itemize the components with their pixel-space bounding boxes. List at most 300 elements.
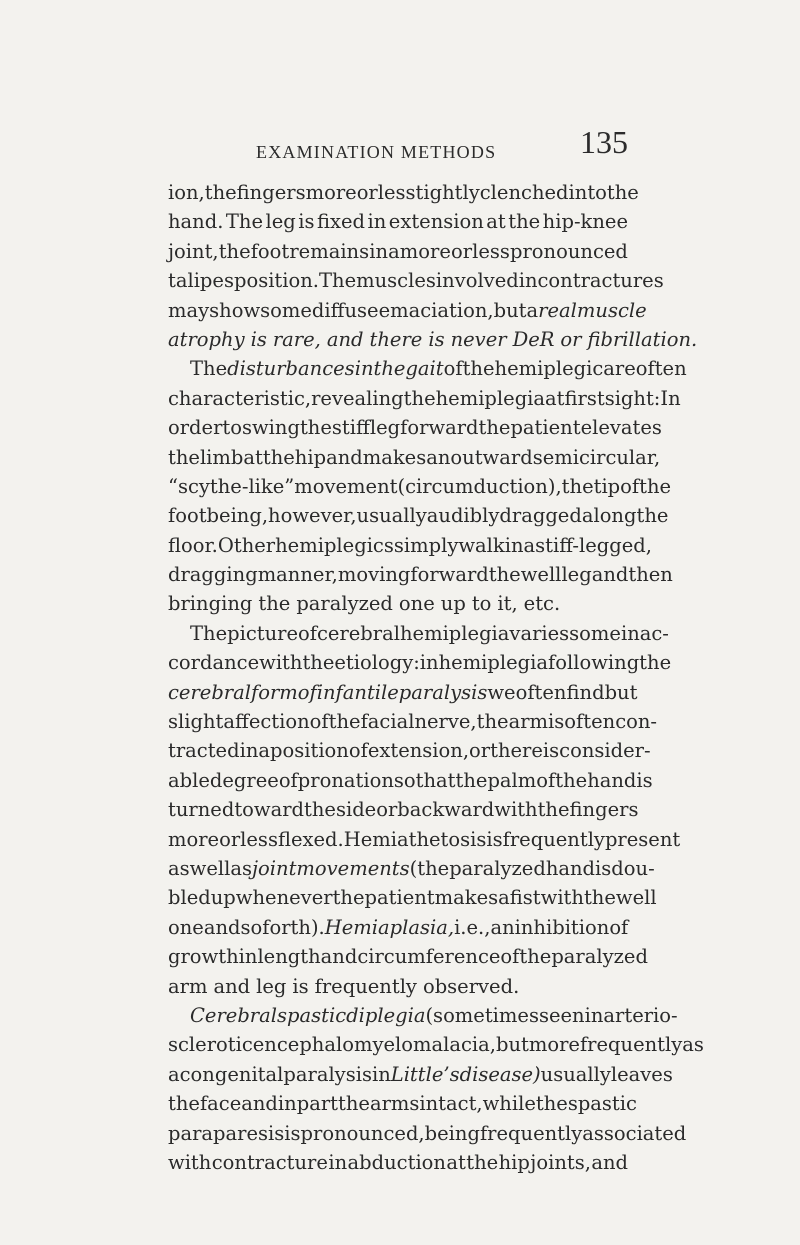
- word: degree: [209, 768, 279, 792]
- word: turned: [168, 798, 235, 822]
- text-line: [168, 795, 639, 824]
- text-line: [168, 1030, 704, 1059]
- word: the: [338, 1092, 370, 1116]
- word: slight: [168, 710, 224, 734]
- word: one: [168, 915, 204, 939]
- running-head: EXAMINATION METHODS: [256, 142, 497, 162]
- word: movements: [296, 856, 410, 880]
- word: disturbances: [227, 357, 355, 381]
- word: a: [498, 886, 510, 910]
- word: con-: [615, 710, 657, 734]
- word: elevates: [580, 416, 662, 440]
- text-line: [168, 237, 628, 266]
- word: in: [504, 533, 524, 557]
- text-line: [168, 707, 657, 736]
- word: fixed: [317, 210, 366, 234]
- word: usually: [356, 504, 427, 528]
- word: inhibition: [514, 915, 610, 939]
- word: leg: [369, 416, 401, 440]
- word: a: [523, 533, 536, 557]
- word: hemiplegia: [399, 621, 510, 645]
- word: the: [204, 181, 237, 204]
- word: the: [636, 504, 669, 528]
- text-line: [168, 384, 681, 413]
- word: as: [168, 856, 190, 880]
- text-line: [168, 443, 661, 472]
- word: well: [520, 563, 562, 587]
- text-line: [168, 560, 673, 589]
- text-line: [168, 207, 628, 236]
- word: paralysis: [398, 680, 488, 704]
- word: is: [548, 710, 565, 734]
- word: and: [213, 974, 251, 998]
- body-text: [168, 178, 704, 1177]
- word: that: [415, 768, 456, 792]
- word: face: [199, 1092, 242, 1116]
- word: present: [604, 827, 681, 851]
- word: the: [606, 181, 639, 204]
- word: swing: [241, 416, 300, 440]
- word: more: [305, 181, 357, 204]
- word: in: [277, 1092, 297, 1116]
- word: dragged: [499, 504, 582, 528]
- word: or: [450, 239, 473, 263]
- word: in: [328, 1150, 348, 1174]
- word: real: [538, 298, 577, 322]
- word: some: [260, 298, 312, 322]
- word: etc.: [523, 592, 561, 616]
- word: audibly: [426, 504, 500, 528]
- word: toward: [234, 798, 305, 822]
- word: limb: [199, 445, 244, 469]
- word: often: [515, 680, 567, 704]
- text-line: [168, 589, 628, 618]
- word: so: [393, 768, 416, 792]
- word: to: [471, 592, 492, 616]
- text-line: [168, 296, 647, 325]
- word: in: [239, 739, 259, 763]
- word: at: [486, 210, 506, 234]
- word: talipes: [168, 269, 234, 293]
- word: fibrillation.: [587, 327, 698, 351]
- word: diffuse: [311, 298, 379, 322]
- word: with: [168, 1150, 212, 1174]
- word: stiff: [331, 416, 370, 440]
- word: joint: [252, 856, 297, 880]
- word: patient: [364, 886, 435, 910]
- word: frequently: [314, 974, 417, 998]
- word: hip: [498, 1150, 530, 1174]
- word: of: [298, 621, 317, 645]
- word: pronounced,: [300, 1121, 425, 1145]
- text-line: [168, 972, 628, 1001]
- word: rare,: [272, 327, 321, 351]
- word: makes: [362, 445, 427, 469]
- word: pronounced: [509, 239, 628, 263]
- word: along: [581, 504, 637, 528]
- word: (sometimes: [425, 1003, 539, 1027]
- word: the: [168, 445, 200, 469]
- word: an: [490, 915, 515, 939]
- word: nerve,: [414, 710, 477, 734]
- word: movement: [294, 474, 398, 498]
- word: one: [398, 592, 435, 616]
- word: or: [376, 798, 398, 822]
- word: often: [635, 357, 687, 381]
- word: so: [240, 915, 263, 939]
- word: there: [369, 327, 423, 351]
- word: abduction: [347, 1150, 446, 1174]
- word: being,: [206, 504, 269, 528]
- word: ac-: [639, 621, 669, 645]
- word: stiff-legged,: [535, 533, 652, 557]
- word: often: [564, 710, 616, 734]
- word: infantile: [316, 680, 399, 704]
- word: and: [320, 945, 358, 969]
- word: the: [462, 357, 495, 381]
- word: consider-: [559, 739, 651, 763]
- text-line: [168, 1001, 678, 1030]
- word: side: [335, 798, 377, 822]
- word: are: [603, 357, 636, 381]
- word: walk: [458, 533, 505, 557]
- word: with: [540, 886, 584, 910]
- word: encephalomyelomalacia,: [252, 1033, 496, 1057]
- word: hand: [545, 856, 596, 880]
- text-line: [168, 1089, 637, 1118]
- word: intact,: [419, 1092, 483, 1116]
- word: and: [326, 327, 364, 351]
- text-line: [168, 825, 681, 854]
- word: the: [537, 798, 570, 822]
- word: the: [478, 416, 511, 440]
- word: of: [348, 739, 368, 763]
- word: The: [319, 269, 357, 293]
- word: the: [332, 886, 365, 910]
- word: with: [494, 798, 538, 822]
- text-line: [168, 854, 655, 883]
- word: hand: [587, 768, 637, 792]
- word: is: [292, 974, 309, 998]
- text-line: [168, 1119, 687, 1148]
- word: up: [440, 592, 466, 616]
- word: of: [297, 680, 317, 704]
- word: the: [455, 768, 488, 792]
- word: or: [219, 827, 241, 851]
- word: the: [299, 416, 332, 440]
- word: and: [203, 915, 241, 939]
- word: a: [388, 239, 400, 263]
- word: contracture: [211, 1150, 328, 1174]
- word: emaciation,: [378, 298, 494, 322]
- word: forward: [410, 563, 489, 587]
- word: following: [548, 651, 640, 675]
- word: less: [240, 827, 278, 851]
- word: length: [257, 945, 321, 969]
- word: muscle: [576, 298, 647, 322]
- word: is: [595, 856, 612, 880]
- word: while: [482, 1092, 536, 1116]
- word: Cerebral: [190, 1003, 277, 1027]
- word: find: [566, 680, 605, 704]
- text-line: [168, 883, 657, 912]
- word: Hemiathetosis: [343, 827, 487, 851]
- word: cerebral: [316, 621, 400, 645]
- word: the: [304, 798, 336, 822]
- word: the: [258, 592, 291, 616]
- word: the: [555, 768, 588, 792]
- text-line: [168, 472, 672, 501]
- word: arterio-: [603, 1003, 678, 1027]
- word: we: [487, 680, 516, 704]
- word: show: [209, 298, 261, 322]
- word: order: [168, 416, 223, 440]
- word: it,: [497, 592, 518, 616]
- word: clenched: [479, 181, 569, 204]
- word: is: [636, 768, 653, 792]
- word: at: [243, 445, 263, 469]
- word: Hemiaplasia,: [324, 915, 455, 939]
- word: The: [190, 621, 228, 645]
- word: Little’s: [390, 1062, 460, 1086]
- word: circumference: [357, 945, 501, 969]
- word: fingers: [236, 181, 306, 204]
- word: is: [428, 327, 445, 351]
- word: foot: [168, 504, 207, 528]
- text-line: [168, 501, 669, 530]
- word: and: [241, 1092, 278, 1116]
- word: spastic: [277, 1003, 347, 1027]
- word: moving: [337, 563, 411, 587]
- word: less: [472, 239, 510, 263]
- word: arm: [168, 974, 208, 998]
- word: flexed.: [277, 827, 344, 851]
- word: paralyzed: [551, 945, 648, 969]
- word: position.: [233, 269, 320, 293]
- word: DeR: [512, 327, 555, 351]
- text-line: [168, 766, 653, 795]
- word: of: [620, 474, 640, 498]
- word: an: [426, 445, 451, 469]
- word: the: [218, 239, 251, 263]
- word: the: [508, 210, 541, 234]
- word: ion,: [168, 181, 205, 204]
- text-line: [168, 325, 698, 354]
- word: floor.: [168, 533, 218, 557]
- word: but: [604, 680, 638, 704]
- word: forth).: [262, 915, 325, 939]
- word: foot: [250, 239, 290, 263]
- word: in: [518, 269, 538, 293]
- word: The: [225, 210, 264, 234]
- word: congenital: [179, 1062, 284, 1086]
- word: “scythe-like”: [168, 474, 295, 498]
- word: tip: [593, 474, 621, 498]
- word: frequently: [502, 827, 605, 851]
- word: well: [189, 856, 231, 880]
- word: however,: [268, 504, 357, 528]
- word: with: [259, 651, 303, 675]
- word: the: [476, 710, 509, 734]
- word: at: [545, 386, 565, 410]
- word: etiology:: [334, 651, 420, 675]
- text-line: [168, 1148, 628, 1177]
- word: manner,: [257, 563, 338, 587]
- word: characteristic,: [168, 386, 312, 410]
- word: varies: [509, 621, 570, 645]
- word: outward: [450, 445, 533, 469]
- word: of: [536, 768, 556, 792]
- word: semicircular,: [532, 445, 661, 469]
- page-header: [168, 124, 628, 164]
- word: forward: [400, 416, 479, 440]
- word: in: [367, 210, 387, 234]
- word: more: [168, 827, 220, 851]
- word: or: [469, 739, 491, 763]
- word: seen: [538, 1003, 585, 1027]
- word: form: [251, 680, 298, 704]
- word: the: [403, 386, 436, 410]
- word: some: [569, 621, 621, 645]
- word: leaves: [610, 1062, 673, 1086]
- word: part: [296, 1092, 338, 1116]
- word: muscles: [356, 269, 436, 293]
- word: bringing: [168, 592, 253, 616]
- word: fingers: [569, 798, 639, 822]
- word: the: [639, 651, 672, 675]
- word: first: [564, 386, 605, 410]
- word: tightly: [415, 181, 480, 204]
- word: spastic: [567, 1092, 637, 1116]
- word: extension,: [367, 739, 470, 763]
- word: or: [560, 327, 582, 351]
- word: the: [488, 563, 521, 587]
- word: less: [377, 181, 416, 204]
- text-line: [168, 942, 648, 971]
- word: never: [450, 327, 507, 351]
- word: hip-knee: [542, 210, 628, 234]
- word: the: [168, 1092, 200, 1116]
- text-line: [168, 266, 664, 295]
- text-line: [168, 678, 638, 707]
- word: observed.: [422, 974, 520, 998]
- word: in: [584, 1003, 604, 1027]
- word: into: [568, 181, 607, 204]
- word: in: [620, 621, 640, 645]
- word: is: [298, 210, 315, 234]
- word: gait: [405, 357, 444, 381]
- text-line: [168, 354, 687, 383]
- word: of: [500, 945, 520, 969]
- word: hemiplegia: [435, 386, 546, 410]
- word: associated: [582, 1121, 687, 1145]
- word: hemiplegics: [275, 533, 394, 557]
- word: position: [270, 739, 349, 763]
- word: the: [561, 474, 594, 498]
- word: whenever: [235, 886, 333, 910]
- word: the: [262, 445, 295, 469]
- word: but: [495, 1033, 529, 1057]
- word: fist: [509, 886, 541, 910]
- word: or: [356, 181, 378, 204]
- text-line: [168, 178, 639, 207]
- word: revealing: [311, 386, 404, 410]
- word: growth: [168, 945, 239, 969]
- word: sight:: [604, 386, 661, 410]
- word: paralyzed: [449, 856, 546, 880]
- word: dragging: [168, 563, 258, 587]
- word: leg: [561, 563, 592, 587]
- word: The: [190, 357, 228, 381]
- word: to: [222, 416, 242, 440]
- word: In: [660, 386, 681, 410]
- word: leg: [256, 974, 287, 998]
- word: simply: [393, 533, 459, 557]
- text-line: [168, 648, 672, 677]
- word: joints,: [530, 1150, 591, 1174]
- word: in: [419, 651, 439, 675]
- text-line: [168, 1060, 673, 1089]
- word: in: [371, 1062, 391, 1086]
- word: the: [519, 945, 552, 969]
- word: at: [446, 1150, 466, 1174]
- word: hemiplegic: [494, 357, 604, 381]
- word: in: [238, 945, 258, 969]
- word: the: [583, 886, 616, 910]
- page-number: 135: [580, 124, 628, 160]
- word: the: [639, 474, 672, 498]
- word: (the: [409, 856, 450, 880]
- word: the: [466, 1150, 499, 1174]
- word: a: [168, 1062, 180, 1086]
- word: the: [535, 1092, 568, 1116]
- word: and: [591, 563, 629, 587]
- word: a: [526, 298, 539, 322]
- word: the: [302, 651, 335, 675]
- word: more: [528, 1033, 580, 1057]
- word: hip: [294, 445, 327, 469]
- word: paraparesis: [168, 1121, 285, 1145]
- word: i.e.,: [454, 915, 491, 939]
- word: usually: [540, 1062, 611, 1086]
- word: of: [278, 768, 298, 792]
- word: may: [168, 298, 210, 322]
- word: but: [493, 298, 527, 322]
- word: well: [615, 886, 657, 910]
- word: in: [369, 239, 388, 263]
- text-line: [168, 531, 652, 560]
- word: as: [682, 1033, 704, 1057]
- word: bled: [168, 886, 211, 910]
- word: disease): [459, 1062, 541, 1086]
- word: sclerotic: [168, 1033, 253, 1057]
- word: the: [328, 710, 361, 734]
- word: of: [309, 710, 329, 734]
- text-line: [168, 413, 662, 442]
- word: affection: [223, 710, 310, 734]
- word: frequently: [579, 1033, 683, 1057]
- word: backward: [397, 798, 495, 822]
- word: patient: [510, 416, 581, 440]
- word: able: [168, 768, 210, 792]
- word: and: [591, 1150, 628, 1174]
- word: more: [399, 239, 451, 263]
- word: atrophy: [168, 327, 245, 351]
- word: extension: [388, 210, 484, 234]
- word: being: [424, 1121, 480, 1145]
- word: palm: [487, 768, 537, 792]
- word: in: [354, 357, 374, 381]
